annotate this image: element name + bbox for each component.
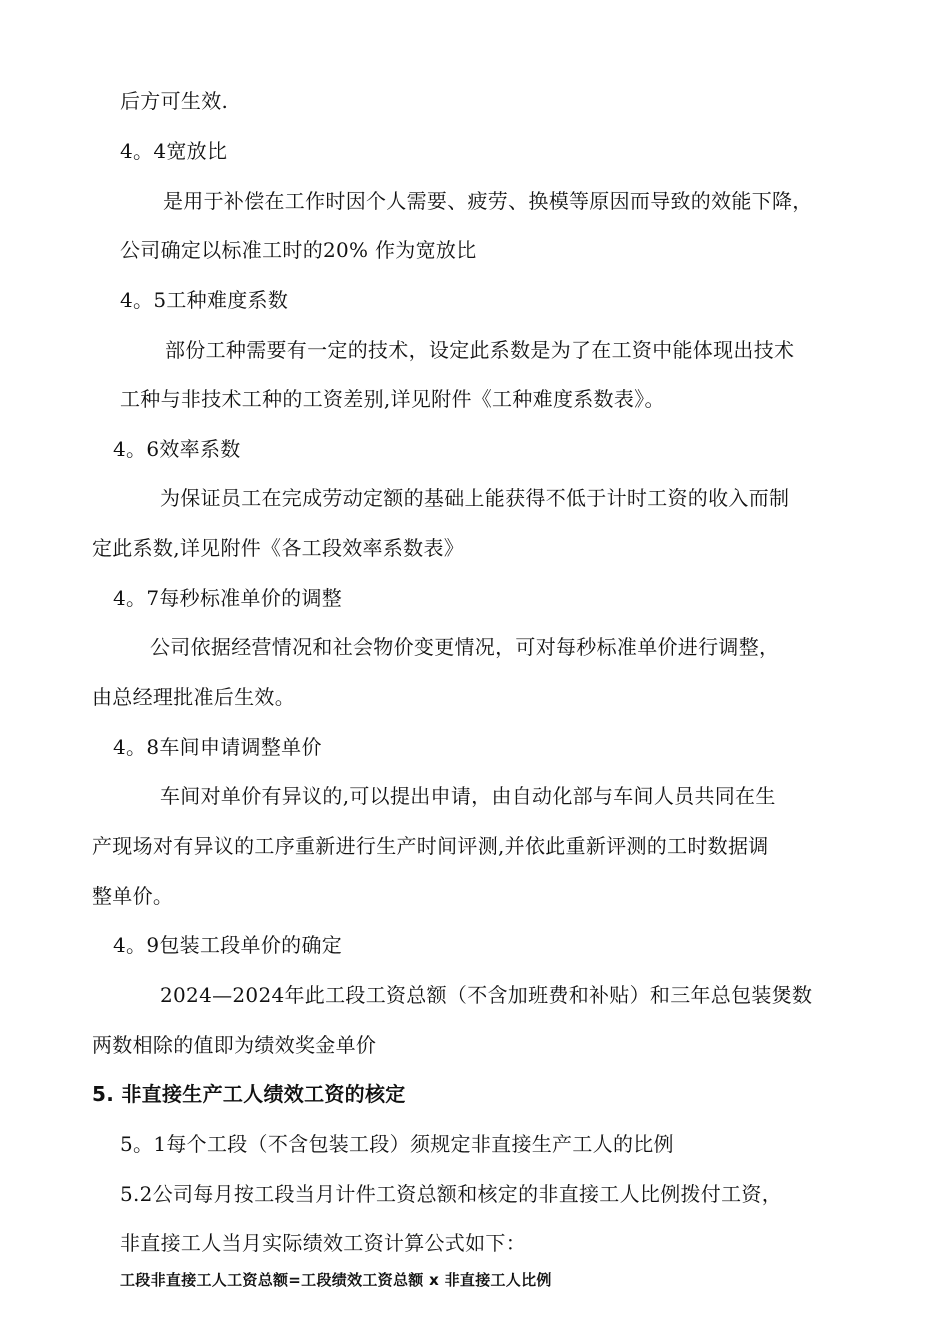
paragraph-line: 车间对单价有异议的,可以提出申请，由自动化部与车间人员共同在生 [160,784,776,808]
section-heading-4-6: 4。6效率系数 [113,437,241,461]
paragraph-line: 为保证员工在完成劳动定额的基础上能获得不低于计时工资的收入而制 [160,486,790,510]
formula-line: 工段非直接工人工资总额=工段绩效工资总额 x 非直接工人比例 [120,1271,552,1289]
paragraph-line: 公司依据经营情况和社会物价变更情况，可对每秒标准单价进行调整， [150,635,780,659]
section-heading-4-5: 4。5工种难度系数 [120,288,289,312]
paragraph-line: 非直接工人当月实际绩效工资计算公式如下： [120,1231,526,1255]
paragraph-line: 由总经理批准后生效。 [92,685,295,709]
paragraph-line: 工种与非技术工种的工资差别,详见附件《工种难度系数表》。 [120,387,665,411]
paragraph-line: 5.2公司每月按工段当月计件工资总额和核定的非直接工人比例拨付工资， [120,1182,783,1206]
section-heading-4-8: 4。8车间申请调整单价 [113,735,322,759]
paragraph-line: 后方可生效. [120,89,229,113]
paragraph-line: 定此系数,详见附件《各工段效率系数表》 [92,536,465,560]
section-heading-4-4: 4。4宽放比 [120,139,228,163]
paragraph-line: 两数相除的值即为绩效奖金单价 [92,1033,377,1057]
section-heading-5: 5. 非直接生产工人绩效工资的核定 [92,1082,406,1106]
paragraph-line: 部份工种需要有一定的技术，设定此系数是为了在工资中能体现出技术 [165,338,795,362]
paragraph-line: 公司确定以标准工时的20% 作为宽放比 [120,238,477,262]
section-heading-4-9: 4。9包装工段单价的确定 [113,933,343,957]
paragraph-line: 整单价。 [92,884,174,908]
paragraph-line: 是用于补偿在工作时因个人需要、疲劳、换模等原因而导致的效能下降， [163,189,813,213]
paragraph-line: 5。1每个工段（不含包装工段）须规定非直接生产工人的比例 [120,1132,674,1156]
paragraph-line: 2024—2024年此工段工资总额（不含加班费和补贴）和三年总包装煲数 [160,983,813,1007]
section-heading-4-7: 4。7每秒标准单价的调整 [113,586,343,610]
paragraph-line: 产现场对有异议的工序重新进行生产时间评测,并依此重新评测的工时数据调 [92,834,769,858]
